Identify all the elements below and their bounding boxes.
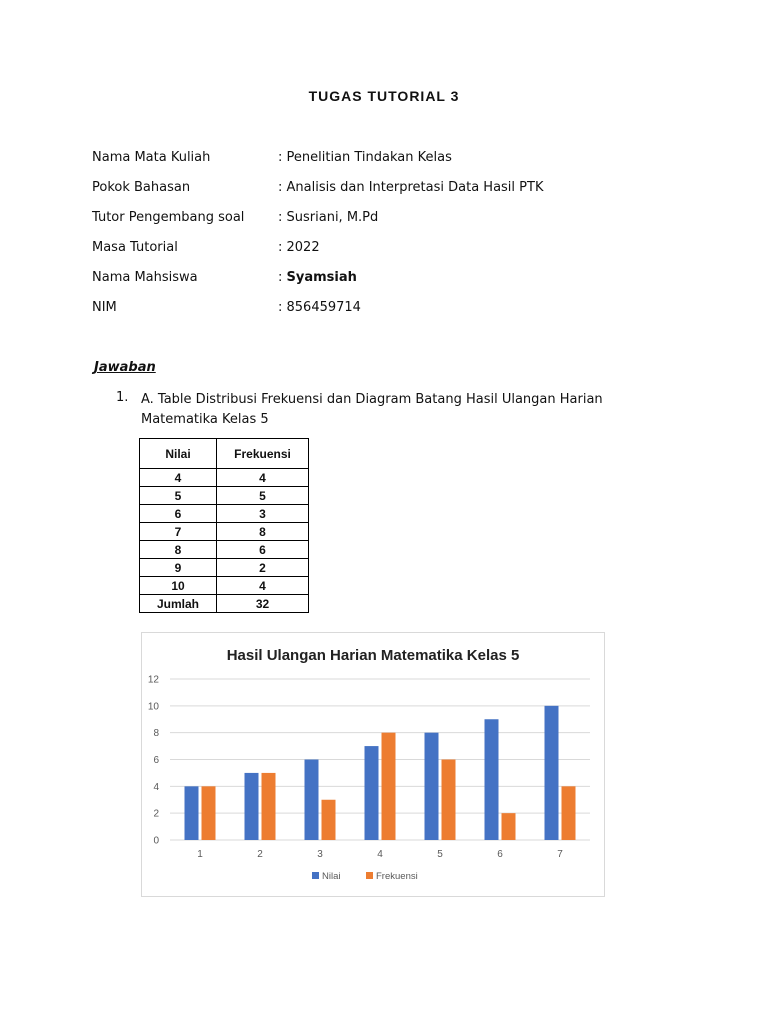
bar-nilai (365, 746, 379, 840)
bar-frekuensi (502, 813, 516, 840)
table-cell: 3 (217, 505, 309, 523)
y-tick-label: 12 (147, 674, 159, 686)
info-value: : 856459714 (278, 300, 361, 315)
table-row (140, 559, 309, 577)
bar-nilai (245, 773, 259, 840)
x-tick-label: 7 (557, 849, 563, 860)
table-cell: 5 (217, 487, 309, 505)
info-label: Tutor Pengembang soal (92, 210, 245, 225)
x-tick-label: 1 (197, 849, 203, 860)
info-label: Masa Tutorial (92, 240, 178, 255)
info-value: : Susriani, M.Pd (278, 210, 379, 225)
y-tick-label: 6 (153, 755, 159, 766)
page-title: TUGAS TUTORIAL 3 (308, 88, 460, 104)
chart-title: Hasil Ulangan Harian Matematika Kelas 5 (226, 647, 520, 664)
info-value (278, 270, 357, 285)
answer-heading: Jawaban (94, 360, 156, 375)
legend-swatch-nilai (312, 872, 319, 879)
bar-frekuensi (382, 733, 396, 840)
table-cell: 10 (140, 577, 217, 595)
bar-nilai (425, 733, 439, 840)
bar-frekuensi (202, 786, 216, 840)
bar-chart (141, 632, 605, 897)
info-value: : Penelitian Tindakan Kelas (278, 150, 452, 165)
table-total-row (140, 595, 309, 613)
info-value: : Analisis dan Interpretasi Data Hasil PTK (278, 180, 544, 195)
info-value-prefix: : (278, 270, 287, 285)
table-row (140, 523, 309, 541)
x-tick-label: 6 (497, 849, 503, 860)
table-row (140, 487, 309, 505)
y-tick-label: 4 (153, 781, 159, 793)
table-cell: 4 (140, 469, 217, 487)
table-cell: 4 (217, 469, 309, 487)
table-header-cell: Frekuensi (217, 439, 309, 469)
y-tick-label: 8 (153, 728, 159, 740)
y-tick-label: 10 (147, 701, 159, 713)
x-tick-label: 3 (317, 849, 323, 860)
table-cell: 8 (217, 523, 309, 541)
table-cell: 9 (140, 559, 217, 577)
chart-canvas (142, 633, 604, 896)
table-row (140, 541, 309, 559)
legend-label: Nilai (322, 871, 341, 882)
table-cell: 7 (140, 523, 217, 541)
legend-label: Frekuensi (376, 871, 418, 882)
table-cell: 6 (140, 505, 217, 523)
table-cell: 4 (217, 577, 309, 595)
y-tick-label: 0 (153, 835, 159, 847)
student-name: Syamsiah (286, 270, 357, 285)
x-tick-label: 4 (377, 849, 383, 860)
bar-nilai (305, 760, 319, 841)
info-label: Nama Mata Kuliah (92, 150, 211, 165)
bar-nilai (485, 719, 499, 840)
info-value: : 2022 (278, 240, 320, 255)
table-row (140, 577, 309, 595)
frequency-table (139, 438, 309, 613)
table-cell: 8 (140, 541, 217, 559)
y-tick-label: 2 (153, 808, 159, 820)
info-label: Nama Mahsiswa (92, 270, 198, 285)
bar-frekuensi (562, 786, 576, 840)
question-text: A. Table Distribusi Frekuensi dan Diagram Batang Hasil Ulangan Harian Matematika Kelas 5 (141, 392, 603, 427)
table-header-row (140, 439, 309, 469)
bar-frekuensi (442, 760, 456, 841)
bar-frekuensi (262, 773, 276, 840)
table-cell: 5 (140, 487, 217, 505)
bar-nilai (545, 706, 559, 840)
bar-frekuensi (322, 800, 336, 840)
table-cell: 2 (217, 559, 309, 577)
bar-nilai (185, 786, 199, 840)
table-row (140, 505, 309, 523)
table-cell: 6 (217, 541, 309, 559)
legend-swatch-frekuensi (366, 872, 373, 879)
table-cell: Jumlah (140, 595, 217, 613)
table-header-cell: Nilai (140, 439, 217, 469)
x-tick-label: 2 (257, 849, 263, 860)
info-label: NIM (92, 300, 117, 315)
question-number: 1. (116, 390, 129, 405)
table-cell: 32 (217, 595, 309, 613)
info-label: Pokok Bahasan (92, 180, 191, 195)
x-tick-label: 5 (437, 849, 443, 860)
table-row (140, 469, 309, 487)
